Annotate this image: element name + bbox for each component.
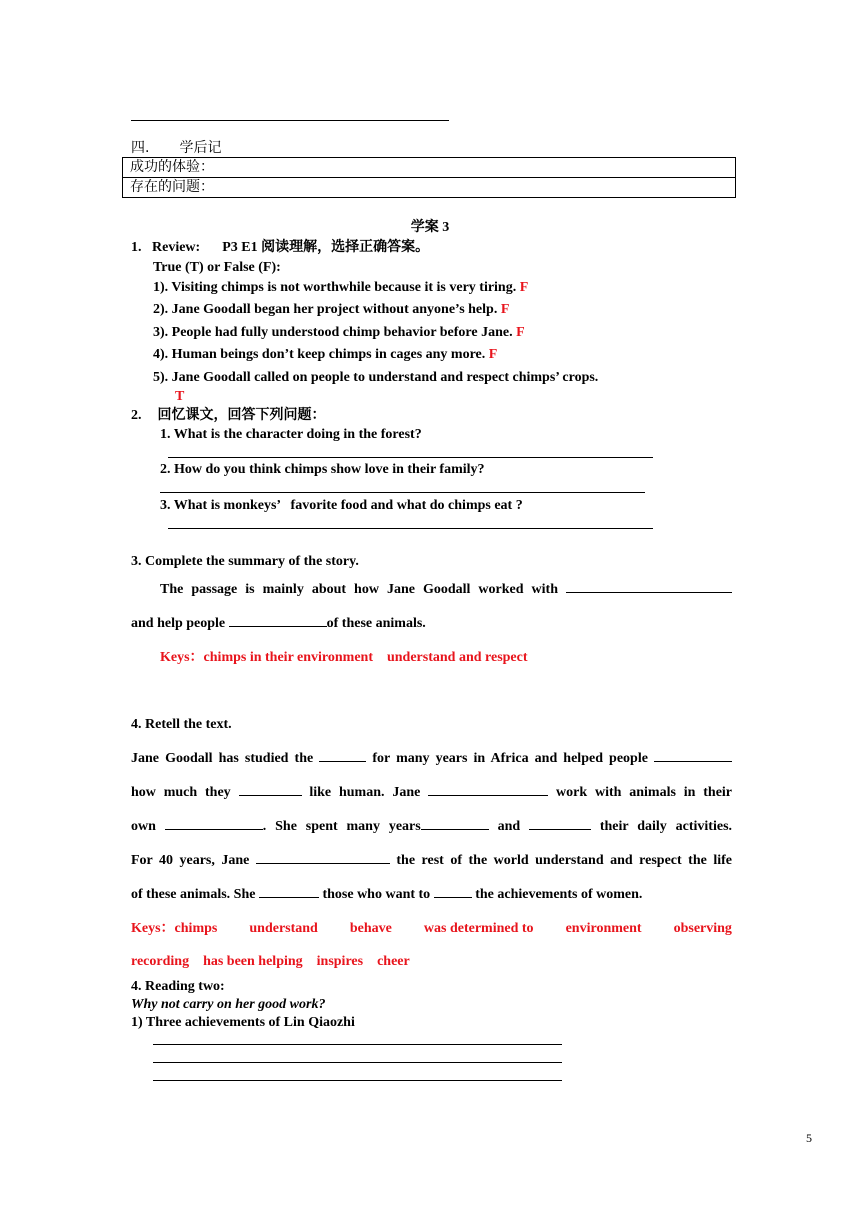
reading-two-title: 4. Reading two: <box>131 979 225 994</box>
retell-key: observing <box>673 921 732 936</box>
retell-text: for many years in Africa and helped people <box>372 751 648 766</box>
blank <box>319 760 366 762</box>
blank <box>428 794 548 796</box>
q1-item <box>153 324 525 341</box>
blank <box>566 591 732 593</box>
q3-keys: Keys：chimps in their environment understand and respect <box>160 650 528 665</box>
q1-item <box>153 301 509 318</box>
q3-line-2 <box>131 615 426 632</box>
blank <box>229 625 327 627</box>
answer-line <box>153 1062 562 1063</box>
q3-title: 3. Complete the summary of the story. <box>131 554 359 569</box>
q2-question: 1. What is the character doing in the forest? <box>160 427 422 442</box>
reading-two-subtitle: 1) Three achievements of Lin Qiaozhi <box>131 1015 355 1030</box>
q2-label: 2. <box>131 408 142 423</box>
q1-line <box>131 239 429 256</box>
blank <box>239 794 302 796</box>
retell-key: understand <box>249 921 318 936</box>
section-title: 学后记 <box>179 140 222 156</box>
page-heading: 学案 3 <box>410 220 450 235</box>
q1-item-answer: F <box>488 347 498 362</box>
retell-text: own <box>131 819 156 834</box>
success-experience-cell: 成功的体验： <box>123 158 736 178</box>
q1-item-answer: F <box>500 302 510 317</box>
q3-line-1 <box>160 581 732 598</box>
q1-item-answer: F <box>516 325 525 340</box>
q1-item <box>153 369 598 386</box>
retell-text: work with animals in their <box>556 785 733 800</box>
blank <box>256 862 390 864</box>
retell-key: environment <box>565 921 642 936</box>
retell-line <box>131 852 732 869</box>
retell-line <box>131 784 732 801</box>
page-number: 5 <box>806 1131 812 1145</box>
section-number: 四. <box>131 140 150 156</box>
q1-item-answer: F <box>519 280 529 295</box>
q3-text: The passage is mainly about how Jane Goodall worked with <box>160 582 558 597</box>
retell-text: . She spent many years <box>262 819 421 834</box>
q1-item-text: 5). Jane Goodall called on people to understand and respect chimps’ crops. <box>153 370 599 385</box>
q2-question: 3. What is monkeys’ favorite food and what do chimps eat ? <box>160 498 523 513</box>
retell-line <box>131 750 732 767</box>
retell-line <box>131 886 642 903</box>
top-answer-line <box>131 120 449 121</box>
reflection-table <box>122 157 736 198</box>
retell-keys-line <box>131 920 732 937</box>
retell-text: the achievements of women. <box>475 887 643 902</box>
answer-line <box>168 528 653 529</box>
q1-subtitle: True (T) or False (F): <box>153 260 281 275</box>
reading-two-question: Why not carry on her good work? <box>131 997 326 1012</box>
retell-key: was determined to <box>423 921 534 936</box>
answer-line <box>168 457 653 458</box>
retell-text: of these animals. She <box>131 887 256 902</box>
q1-item-text: 4). Human beings don’t keep chimps in cages any more. <box>153 347 486 362</box>
q2-instruction: 回忆课文，回答下列问题： <box>157 408 326 423</box>
q3-text: of these animals. <box>326 616 426 631</box>
retell-text: For 40 years, Jane <box>131 853 250 868</box>
blank <box>654 760 732 762</box>
q1-label: 1. Review: <box>131 240 201 255</box>
retell-text: and <box>497 819 521 834</box>
q3-text: and help people <box>131 616 226 631</box>
q4-title: 4. Retell the text. <box>131 717 232 732</box>
retell-text: the rest of the world understand and respect the life <box>396 853 732 868</box>
retell-text: like human. Jane <box>309 785 421 800</box>
retell-text: those who want to <box>322 887 431 902</box>
retell-text: Jane Goodall has studied the <box>131 751 314 766</box>
q1-instruction: P3 E1 阅读理解，选择正确答案。 <box>222 240 430 255</box>
existing-problems-cell: 存在的问题： <box>123 178 736 198</box>
blank <box>529 828 591 830</box>
answer-line <box>160 492 645 493</box>
q1-item-text: 3). People had fully understood chimp behavior before Jane. <box>153 325 513 340</box>
q1-item-answer: T <box>175 389 185 404</box>
retell-key: Keys：chimps <box>131 921 218 936</box>
answer-line <box>153 1080 562 1081</box>
section-heading <box>131 140 221 157</box>
retell-text: their daily activities. <box>599 819 733 834</box>
blank <box>165 828 263 830</box>
retell-keys-line-2: recording has been helping inspires cheer <box>131 954 410 969</box>
retell-text: how much they <box>131 785 231 800</box>
q2-line <box>131 407 326 424</box>
blank <box>259 896 319 898</box>
blank <box>421 828 489 830</box>
retell-line <box>131 818 732 835</box>
blank <box>434 896 472 898</box>
q1-item <box>153 346 497 363</box>
q2-question: 2. How do you think chimps show love in their family? <box>160 462 485 477</box>
retell-key: behave <box>349 921 392 936</box>
q1-item <box>153 279 528 296</box>
q1-item-text: 1). Visiting chimps is not worthwhile because it is very tiring. <box>153 280 517 295</box>
q1-item-text: 2). Jane Goodall began her project without anyone’s help. <box>153 302 498 317</box>
answer-line <box>153 1044 562 1045</box>
